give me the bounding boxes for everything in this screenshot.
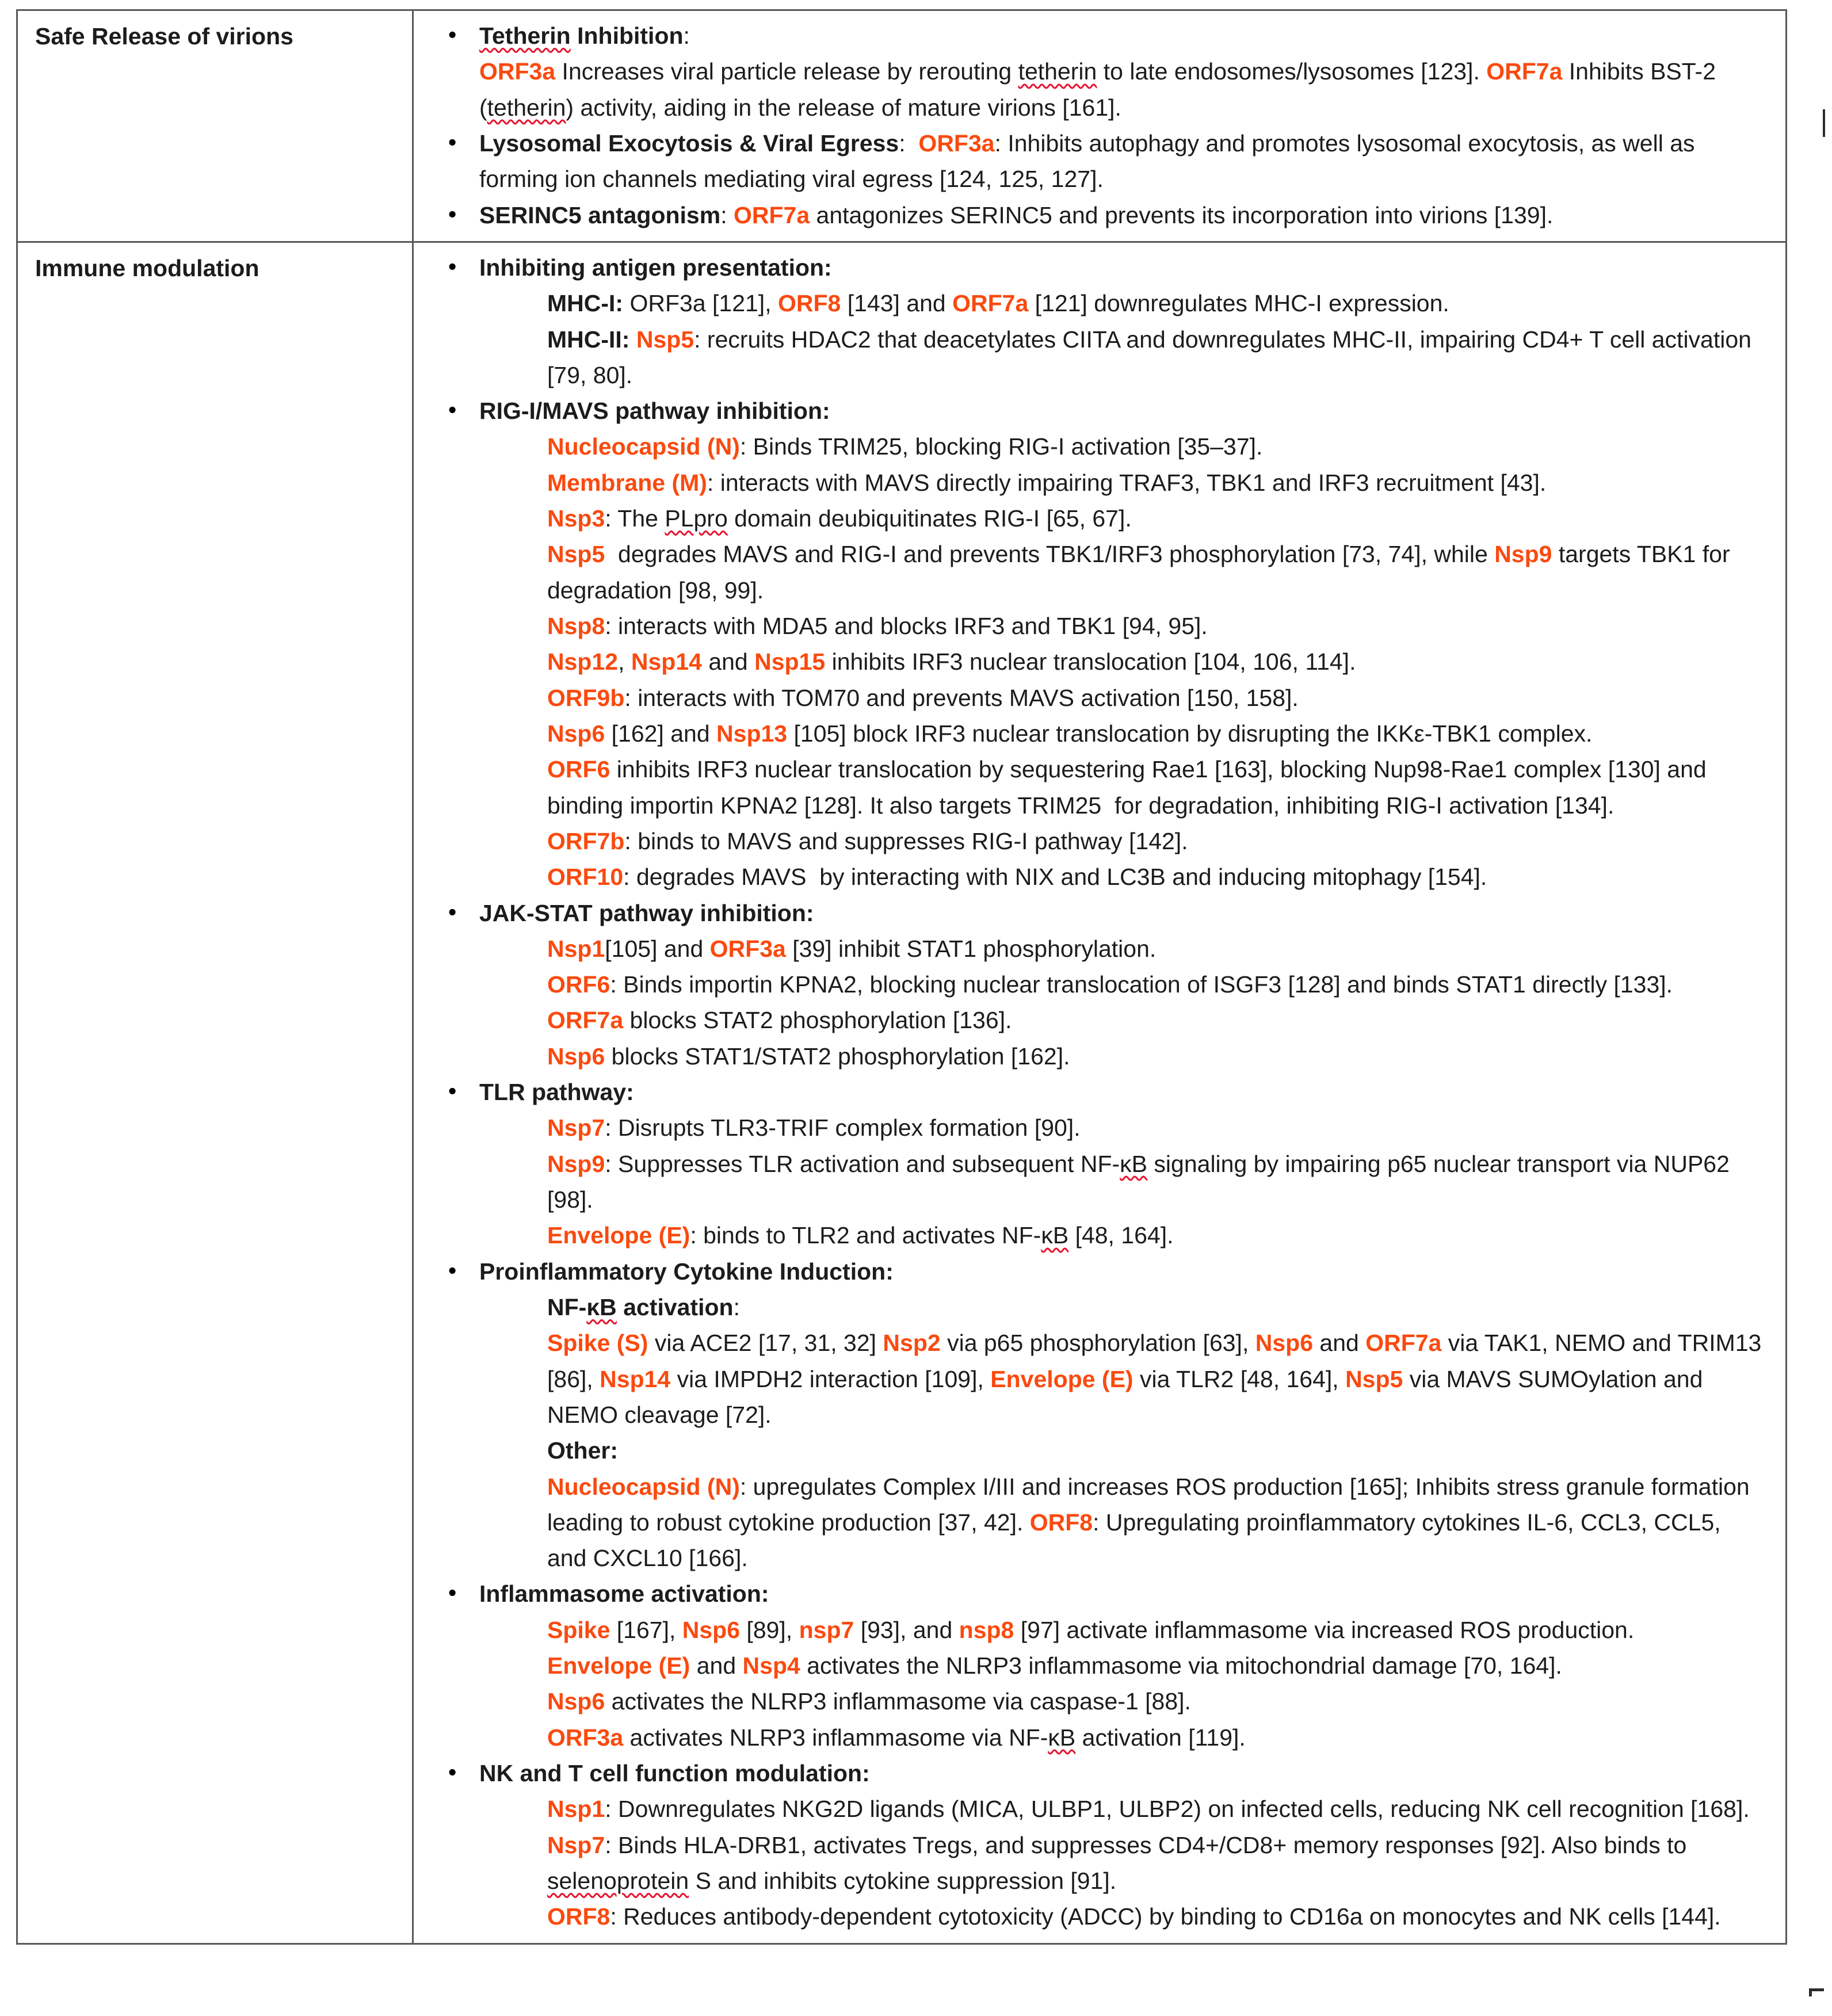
protein-name: Nsp5 — [547, 541, 605, 568]
bullet-item — [414, 197, 1762, 233]
text-segment: [89], — [740, 1616, 799, 1643]
protein-name: Nsp6 — [682, 1616, 741, 1643]
sub-item — [414, 931, 1762, 967]
bullet-text — [479, 254, 832, 281]
bullet-text — [479, 1079, 634, 1105]
text-segment: tetherin — [487, 94, 566, 121]
protein-name: ORF7a — [1365, 1330, 1442, 1357]
bullet-marker: • — [448, 1579, 457, 1606]
sub-item — [414, 967, 1762, 1002]
protein-name: Nsp5 — [1345, 1365, 1403, 1392]
text-segment: PLpro — [665, 505, 728, 532]
sub-item — [414, 1325, 1768, 1433]
protein-name: Nsp6 — [547, 1043, 605, 1070]
protein-name: Nsp6 — [547, 1688, 605, 1715]
text-segment: : — [733, 1293, 740, 1320]
bold-text: MHC-II: — [547, 326, 630, 353]
text-segment: [97] activate inflammasome via increased ROS production. — [1014, 1616, 1635, 1643]
text-segment: and — [690, 1652, 743, 1679]
text-segment: : Upregulating proinflammatory cytokines IL-6, CCL3, CCL5, and CXCL10 [166]. — [547, 1509, 1728, 1572]
text-segment: : Binds HLA-DRB1, activates Tregs, and suppresses CD4+/CD8+ memory responses [92]. Also binds to — [605, 1831, 1693, 1858]
protein-name: Envelope (E) — [990, 1365, 1133, 1392]
text-segment: via IMPDH2 interaction [109], — [670, 1365, 991, 1392]
row-content-cell — [414, 243, 1785, 1943]
sub-item — [414, 823, 1762, 859]
text-segment: activates the NLRP3 inflammasome via caspase-1 [88]. — [605, 1688, 1191, 1715]
protein-name: Spike — [547, 1616, 610, 1643]
text-segment: via TLR2 [48, 164], — [1133, 1365, 1346, 1392]
sub-item — [414, 501, 1762, 536]
text-segment: [48, 164]. — [1068, 1222, 1174, 1249]
protein-name: ORF8 — [777, 290, 841, 317]
protein-name: Nsp12 — [547, 648, 619, 675]
sub-item — [414, 1791, 1762, 1827]
text-segment: : Downregulates NKG2D ligands (MICA, ULBP1, ULBP2) on infected cells, reducing NK cell recognition [168]. — [605, 1796, 1750, 1823]
text-segment: via TAK1, NEMO and TRIM13 [86], — [547, 1330, 1768, 1392]
protein-name: Nsp4 — [742, 1652, 800, 1679]
sub-item — [414, 1469, 1762, 1576]
bullet-text — [479, 1258, 894, 1285]
sub-item — [414, 1289, 1762, 1325]
corner-mark-artifact — [1809, 1988, 1824, 1996]
text-segment: : — [683, 22, 690, 49]
protein-name: Spike (S) — [547, 1330, 648, 1357]
bullet-item — [414, 125, 1762, 197]
bold-text: RIG-I/MAVS pathway inhibition: — [479, 398, 830, 425]
bullet-text — [479, 900, 814, 926]
protein-name: Nsp13 — [716, 720, 788, 747]
bold-text: Inhibition — [570, 22, 684, 49]
text-segment: : Reduces antibody-dependent cytotoxicity (ADCC) by binding to CD16a on monocytes and NK cells [144]. — [610, 1903, 1721, 1930]
text-segment: : interacts with MDA5 and blocks IRF3 and TBK1 [94, 95]. — [605, 613, 1208, 639]
protein-name: nsp7 — [799, 1616, 854, 1643]
sub-item — [414, 1612, 1762, 1648]
text-segment: : recruits HDAC2 that deacetylates CIITA and downregulates MHC-II, impairing CD4+ T cell activation [79, 80]. — [547, 326, 1758, 388]
bullet-marker: • — [448, 128, 457, 155]
text-segment: inhibits IRF3 nuclear translocation by sequestering Rae1 [163], blocking Nup98-Rae1 complex [130] and binding importin KPNA2 [128]. It also targets TRIM25 for degradation, inhibiting RIG-I activation [134]. — [547, 756, 1713, 819]
protein-name: Nsp6 — [1255, 1330, 1313, 1357]
bold-text: Inhibiting antigen presentation: — [479, 254, 832, 281]
protein-name: Nsp14 — [600, 1365, 671, 1392]
sub-item — [414, 644, 1762, 679]
text-segment: via MAVS SUMOylation and NEMO cleavage [72]. — [547, 1365, 1709, 1428]
protein-name: ORF3a — [709, 935, 786, 962]
text-segment: selenoprotein — [547, 1867, 689, 1894]
bullet-text — [479, 202, 1553, 228]
text-segment: targets TBK1 for degradation [98, 99]. — [547, 541, 1737, 604]
protein-name: ORF6 — [547, 971, 610, 998]
text-segment: inhibits IRF3 nuclear translocation [104, 106, 114]. — [825, 648, 1356, 675]
text-segment: : Disrupts TLR3-TRIF complex formation [90]. — [605, 1114, 1081, 1141]
sub-item — [414, 716, 1762, 751]
text-segment: : Inhibits autophagy and promotes lysosomal exocytosis, as well as forming ion channels mediating viral egress [124, 125, 127]. — [479, 129, 1701, 193]
protein-name: Envelope (E) — [547, 1222, 690, 1249]
bullet-text — [479, 1760, 870, 1786]
text-segment: : The — [605, 505, 665, 532]
sub-item — [414, 1002, 1762, 1038]
text-segment: : interacts with MAVS directly impairing TRAF3, TBK1 and IRF3 recruitment [43]. — [707, 469, 1547, 496]
protein-name: ORF8 — [547, 1903, 610, 1930]
text-segment: and — [1313, 1330, 1366, 1357]
bullet-item — [414, 18, 1762, 125]
text-segment — [629, 326, 636, 353]
bullet-text — [479, 398, 830, 424]
text-segment: κB — [1041, 1222, 1069, 1249]
text-segment: [162] and — [605, 720, 717, 747]
text-segment: κB — [1048, 1724, 1076, 1751]
bullet-item — [414, 393, 1762, 429]
sub-item — [414, 285, 1762, 321]
text-segment: [105] and — [605, 935, 710, 962]
bullet-marker: • — [448, 1078, 457, 1105]
text-segment: blocks STAT2 phosphorylation [136]. — [623, 1007, 1012, 1034]
text-segment: via p65 phosphorylation [63], — [940, 1330, 1255, 1357]
text-segment: Inhibits BST-2 ( — [479, 58, 1723, 121]
text-segment: : interacts with TOM70 and prevents MAVS activation [150, 158]. — [624, 684, 1299, 711]
table-row — [18, 241, 1785, 1943]
text-segment: : binds to TLR2 and activates NF- — [690, 1222, 1041, 1249]
text-segment: [143] and — [841, 290, 953, 317]
sub-item — [414, 465, 1762, 501]
text-segment: degrades MAVS and RIG-I and prevents TBK1/IRF3 phosphorylation [73, 74], while — [605, 541, 1495, 568]
protein-name: Nsp7 — [547, 1831, 605, 1858]
row-header-cell — [18, 11, 414, 241]
sub-item — [414, 1899, 1762, 1934]
protein-name: ORF7a — [734, 201, 810, 228]
bold-text: Inflammasome activation: — [479, 1580, 769, 1608]
protein-name: Nsp9 — [1494, 541, 1552, 568]
sub-item — [414, 1433, 1762, 1468]
bullet-item — [414, 1755, 1762, 1791]
sub-item — [414, 680, 1762, 716]
bold-text: TLR pathway: — [479, 1079, 634, 1106]
bullet-marker: • — [448, 253, 457, 280]
bullet-item — [414, 250, 1762, 285]
bold-text: Tetherin — [479, 22, 571, 49]
text-segment: [39] inhibit STAT1 phosphorylation. — [785, 935, 1157, 962]
protein-name: Nsp15 — [754, 648, 826, 675]
text-segment: : binds to MAVS and suppresses RIG-I pathway [142]. — [624, 827, 1188, 854]
sub-item — [414, 1038, 1762, 1074]
text-segment: : Suppresses TLR activation and subsequent NF- — [605, 1150, 1120, 1177]
protein-name: Nsp7 — [547, 1114, 605, 1141]
text-segment: : — [720, 201, 734, 228]
bullet-marker: • — [448, 898, 457, 925]
sub-item — [414, 1683, 1762, 1719]
bullet-item — [414, 1576, 1762, 1612]
text-segment: antagonizes SERINC5 and prevents its incorporation into virions [139]. — [810, 201, 1554, 228]
text-segment: [121] downregulates MHC-I expression. — [1028, 290, 1449, 317]
protein-name: Nsp3 — [547, 505, 605, 532]
protein-name: ORF7a — [1486, 58, 1563, 85]
text-segment: : degrades MAVS by interacting with NIX and LC3B and inducing mitophagy [154]. — [623, 864, 1487, 891]
text-cursor-artifact — [1823, 109, 1825, 137]
sub-item — [414, 536, 1762, 608]
text-segment: via ACE2 [17, 31, 32] — [648, 1330, 883, 1357]
text-segment: activates NLRP3 inflammasome via NF- — [623, 1724, 1048, 1751]
bullet-marker: • — [448, 21, 457, 48]
text-segment: ) activity, aiding in the release of mature virions [161]. — [566, 94, 1121, 121]
bullet-text — [479, 22, 1722, 121]
table-row — [18, 11, 1785, 241]
protein-name: ORF6 — [547, 756, 610, 783]
text-segment: : Binds importin KPNA2, blocking nuclear translocation of ISGF3 [128] and binds STAT1 directly [133]. — [610, 971, 1673, 998]
bold-text: Lysosomal Exocytosis & Viral Egress — [479, 129, 899, 156]
bold-text: κB — [586, 1293, 617, 1320]
sub-item — [414, 859, 1762, 895]
protein-name: Nsp8 — [547, 613, 605, 639]
bold-text: MHC-I: — [547, 290, 624, 317]
bullet-text — [479, 130, 1701, 192]
row-header-cell — [18, 243, 414, 1943]
row-content-cell — [414, 11, 1785, 241]
sub-item — [414, 1648, 1762, 1683]
text-segment: and — [701, 648, 755, 675]
text-segment: S and inhibits cytokine suppression [91]. — [689, 1867, 1117, 1894]
text-segment: : Binds TRIM25, blocking RIG-I activation [35–37]. — [739, 433, 1263, 460]
sub-item — [414, 1720, 1762, 1755]
sub-item — [414, 608, 1762, 644]
bold-text: NF- — [547, 1293, 587, 1320]
protein-name: Nsp1 — [547, 1796, 605, 1823]
protein-name: Envelope (E) — [547, 1652, 690, 1679]
bold-text: NK and T cell function modulation: — [479, 1760, 870, 1786]
row-header-label: Immune modulation — [35, 254, 259, 281]
text-segment: signaling by impairing p65 nuclear transport via NUP62 [98]. — [547, 1150, 1736, 1213]
protein-name: Nsp2 — [883, 1330, 941, 1357]
protein-name: ORF8 — [1029, 1509, 1093, 1536]
sub-item — [414, 1827, 1762, 1899]
protein-name: nsp8 — [959, 1616, 1014, 1643]
sub-item — [414, 322, 1762, 394]
text-segment: domain deubiquitinates RIG-I [65, 67]. — [727, 505, 1132, 532]
sub-item — [414, 1146, 1762, 1218]
protein-name: Membrane (M) — [547, 469, 707, 496]
text-segment: tetherin — [1018, 58, 1097, 85]
protein-name: Nsp14 — [631, 648, 702, 675]
bullet-marker: • — [448, 396, 457, 423]
row-header-label: Safe Release of virions — [35, 23, 293, 49]
text-segment: : upregulates Complex I/III and increases ROS production [165]; Inhibits stress granule formation leading to robust cytokine production [37, 42]. — [547, 1473, 1757, 1536]
text-segment: ORF3a [121], — [623, 290, 778, 317]
bullet-marker: • — [448, 1759, 457, 1785]
doc-table — [16, 9, 1787, 1945]
protein-name: Nucleocapsid (N) — [547, 1473, 740, 1500]
protein-name: Nucleocapsid (N) — [547, 433, 740, 460]
bold-text: Proinflammatory Cytokine Induction: — [479, 1258, 894, 1285]
text-segment: activates the NLRP3 inflammasome via mitochondrial damage [70, 164]. — [800, 1652, 1562, 1679]
text-segment: activation [119]. — [1075, 1724, 1246, 1751]
text-segment: blocks STAT1/STAT2 phosphorylation [162]. — [605, 1043, 1070, 1070]
protein-name: Nsp6 — [547, 720, 605, 747]
sub-item — [414, 1110, 1762, 1146]
text-segment: [167], — [610, 1616, 682, 1643]
sub-item — [414, 751, 1762, 823]
protein-name: ORF7a — [952, 290, 1029, 317]
protein-name: Nsp5 — [636, 326, 694, 353]
protein-name: ORF3a — [918, 129, 995, 156]
protein-name: ORF7b — [547, 827, 625, 854]
text-segment: Increases viral particle release by rerouting — [555, 58, 1018, 85]
protein-name: ORF10 — [547, 864, 624, 891]
protein-name: ORF9b — [547, 684, 625, 711]
protein-name: Nsp9 — [547, 1150, 605, 1177]
bullet-marker: • — [448, 200, 457, 227]
text-segment: [93], and — [854, 1616, 959, 1643]
sub-item — [414, 429, 1762, 464]
sub-item — [414, 1217, 1762, 1253]
bold-text: JAK-STAT pathway inhibition: — [479, 899, 814, 926]
bullet-marker: • — [448, 1257, 457, 1284]
text-segment: [105] block IRF3 nuclear translocation by disrupting the IKKε-TBK1 complex. — [787, 720, 1593, 747]
text-segment: κB — [1120, 1150, 1148, 1177]
bullet-item — [414, 1074, 1762, 1110]
protein-name: ORF3a — [479, 58, 556, 85]
protein-name: Nsp1 — [547, 935, 605, 962]
text-segment: to late endosomes/lysosomes [123]. — [1097, 58, 1487, 85]
bold-text: activation — [616, 1293, 734, 1320]
text-segment: , — [618, 648, 631, 675]
bullet-item — [414, 895, 1762, 931]
bold-text: SERINC5 antagonism — [479, 201, 721, 228]
bold-text: Other: — [547, 1437, 618, 1464]
protein-name: ORF7a — [547, 1007, 624, 1034]
text-segment: : — [899, 129, 919, 156]
bullet-item — [414, 1254, 1762, 1289]
bullet-text — [479, 1580, 769, 1607]
protein-name: ORF3a — [547, 1724, 624, 1751]
